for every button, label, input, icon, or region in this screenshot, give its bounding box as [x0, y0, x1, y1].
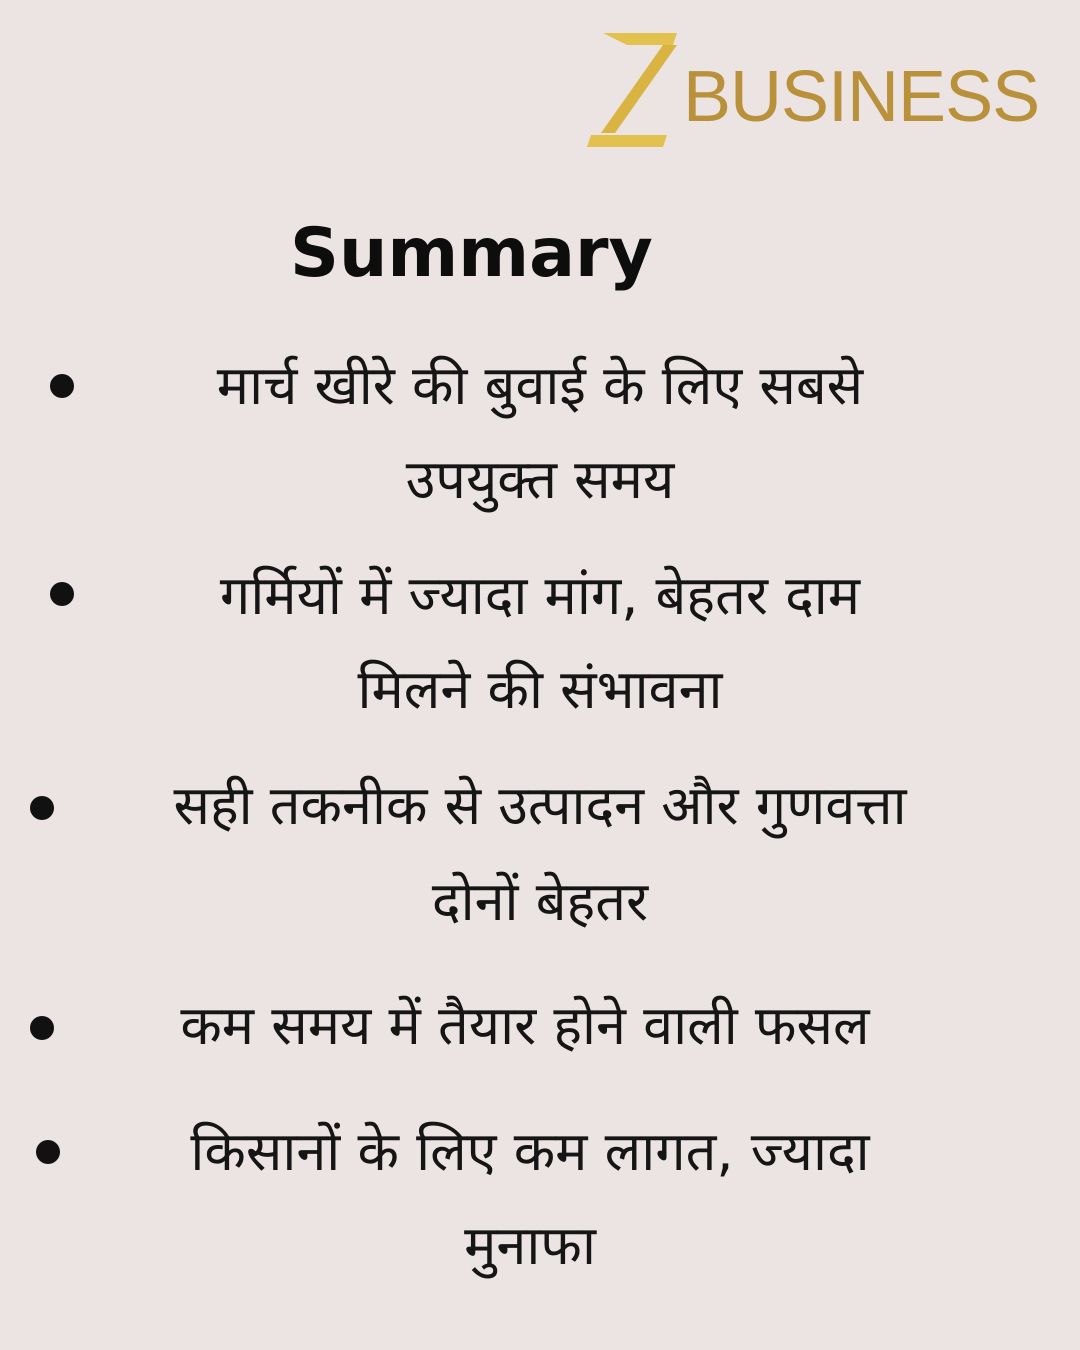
list-item-line: उपयुक्त समय	[405, 448, 675, 511]
bullet-icon	[36, 1140, 60, 1164]
list-item-line: सही तकनीक से उत्पादन और गुणवत्ता	[173, 774, 907, 837]
brand-wordmark: BUSINESS	[683, 57, 1040, 137]
bullet-icon	[30, 1016, 54, 1040]
bullet-icon	[50, 374, 74, 398]
list-item-line: किसानों के लिए कम लागत, ज्यादा	[190, 1120, 870, 1183]
list-item-line: मुनाफा	[464, 1214, 596, 1277]
page-title: Summary	[290, 214, 653, 293]
bullet-icon	[30, 796, 54, 820]
list-item-line: गर्मियों में ज्यादा मांग, बेहतर दाम	[219, 564, 861, 627]
list-item-line: दोनों बेहतर	[431, 870, 649, 933]
list-item-line: कम समय में तैयार होने वाली फसल	[180, 994, 870, 1057]
list-item-line: मिलने की संभावना	[357, 658, 723, 721]
list-item-line: मार्च खीरे की बुवाई के लिए सबसे	[216, 354, 864, 417]
bullet-icon	[50, 582, 74, 606]
